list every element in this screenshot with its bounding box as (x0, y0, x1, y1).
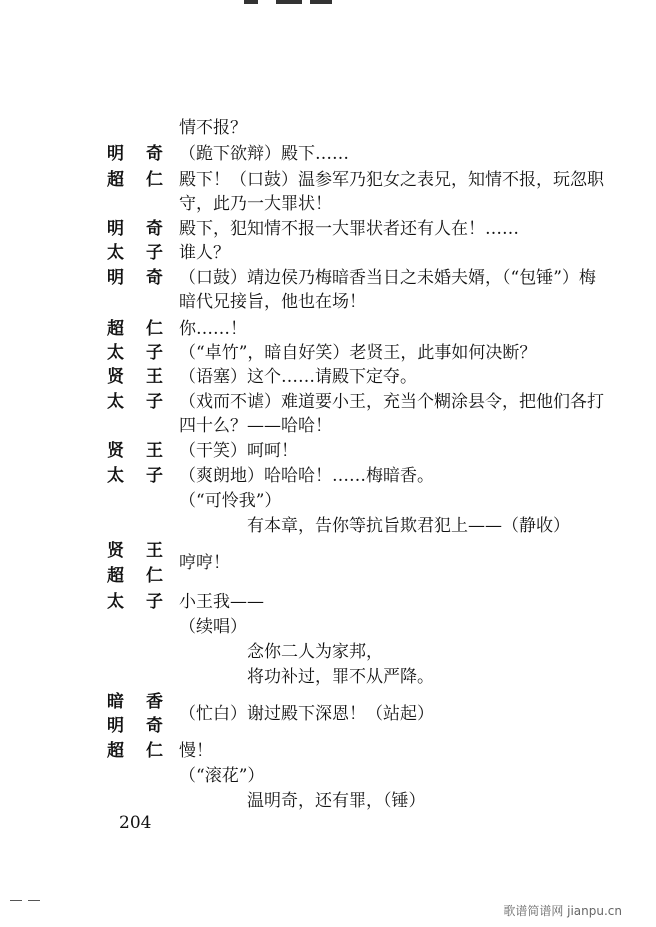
script-line (0, 167, 656, 193)
speaker-name: 太 子 (107, 592, 163, 612)
page-number: 204 (119, 813, 152, 833)
script-line (0, 413, 656, 439)
script-line (0, 191, 656, 217)
script-line (0, 463, 656, 489)
script-line (0, 438, 656, 464)
script-line (0, 664, 656, 690)
line-text: （戏而不谑）难道要小王，充当个糊涂县令，把他们各打 (179, 392, 604, 412)
line-text: 殿下！（口鼓）温参军乃犯女之表兄，知情不报，玩忽职 (179, 170, 604, 190)
joint-line-text: （忙白）谢过殿下深恩！（站起） (179, 704, 434, 724)
speaker-name: 超 仁 (107, 566, 163, 586)
line-text: （“卓竹”，暗自好笑）老贤王，此事如何决断？ (179, 343, 537, 363)
line-text: （爽朗地）哈哈哈！……梅暗香。 (179, 466, 434, 486)
line-text: 念你二人为家邦， (247, 642, 383, 662)
line-text: 谁人？ (179, 243, 230, 263)
line-text: （口鼓）靖边侯乃梅暗香当日之未婚夫婿，（“包锤”）梅 (179, 268, 596, 288)
line-text: （“滚花”） (179, 766, 265, 786)
line-text: （语塞）这个……请殿下定夺。 (179, 367, 417, 387)
speaker-name: 明 奇 (107, 219, 163, 239)
speaker-name: 贤 王 (107, 541, 163, 561)
script-line (0, 265, 656, 291)
line-text: 四十么？——哈哈！ (179, 416, 332, 436)
watermark: 歌谱简谱网 jianpu.cn (503, 904, 622, 918)
script-line (0, 614, 656, 640)
line-text: 守，此乃一大罪状！ (179, 194, 332, 214)
speaker-name: 超 仁 (107, 319, 163, 339)
speaker-name: 贤 王 (107, 367, 163, 387)
joint-line-text: 哼哼！ (179, 553, 230, 573)
script-line (0, 340, 656, 366)
speaker-name: 太 子 (107, 466, 163, 486)
script-line (0, 316, 656, 342)
speaker-name: 贤 王 (107, 441, 163, 461)
speaker-name: 明 奇 (107, 716, 163, 736)
line-text: 你……！ (179, 319, 247, 339)
line-text: 情不报？ (179, 118, 247, 138)
line-text: 小王我—— (179, 592, 264, 612)
script-line (0, 788, 656, 814)
top-print-marks (236, 0, 346, 6)
script-line (0, 141, 656, 167)
line-text: 殿下，犯知情不报一大罪状者还有人在！…… (179, 219, 519, 239)
script-line (0, 389, 656, 415)
script-line (0, 115, 656, 141)
line-text: 慢！ (179, 741, 213, 761)
script-line (0, 488, 656, 514)
speaker-name: 超 仁 (107, 741, 163, 761)
line-text: （干笑）呵呵！ (179, 441, 298, 461)
speaker-name: 太 子 (107, 343, 163, 363)
line-text: 有本章，告你等抗旨欺君犯上——（静收） (247, 516, 570, 536)
line-text: （“可怜我”） (179, 491, 282, 511)
line-text: 将功补过，罪不从严降。 (247, 667, 434, 687)
line-text: （续唱） (179, 617, 247, 637)
script-line (0, 589, 656, 615)
script-line (0, 513, 656, 539)
line-text: 暗代兄接旨，他也在场！ (179, 292, 366, 312)
script-line (0, 240, 656, 266)
speaker-name: 明 奇 (107, 268, 163, 288)
speaker-name: 太 子 (107, 392, 163, 412)
script-line (0, 563, 656, 589)
script-line (0, 364, 656, 390)
line-text: 温明奇，还有罪，（锤） (247, 791, 426, 811)
script-line (0, 639, 656, 665)
script-line (0, 216, 656, 242)
speaker-name: 明 奇 (107, 144, 163, 164)
bottom-print-marks (10, 900, 50, 902)
script-line (0, 538, 656, 564)
script-line (0, 738, 656, 764)
script-line (0, 289, 656, 315)
speaker-name: 暗 香 (107, 692, 163, 712)
speaker-name: 太 子 (107, 243, 163, 263)
speaker-name: 超 仁 (107, 170, 163, 190)
line-text: （跪下欲辩）殿下…… (179, 144, 349, 164)
script-line (0, 763, 656, 789)
